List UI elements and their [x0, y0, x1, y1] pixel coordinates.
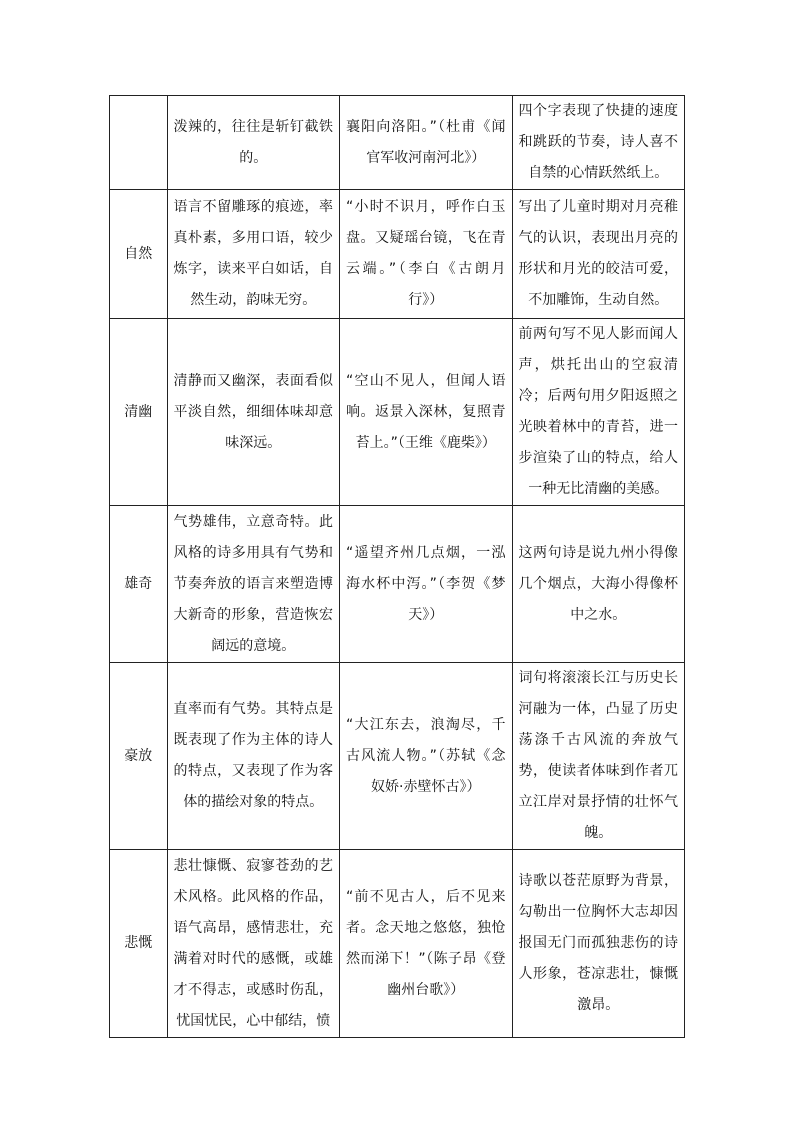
example-cell: 襄阳向洛阳。”（杜甫《闻官军收河南河北》）	[340, 96, 513, 190]
style-cell	[110, 96, 168, 190]
analysis-cell: 词句将滚滚长江与历史长河融为一体，凸显了历史荡涤千古风流的奔放气势，使读者体味到作者兀立江岸对景抒情的壮怀气魄。	[512, 663, 685, 850]
example-cell: “大江东去，浪淘尽，千古风流人物。”（苏轼《念奴娇·赤壁怀古》）	[340, 663, 513, 850]
features-cell: 语言不留雕琢的痕迹，率真朴素，多用口语，较少炼字，读来平白如话，自然生动，韵味无穷。	[167, 190, 340, 319]
example-cell: “小时不识月，呼作白玉盘。又疑瑶台镜，飞在青云端。”（李白《古朗月行》）	[340, 190, 513, 319]
table-row	[110, 850, 685, 1038]
poetry-style-table	[109, 95, 685, 1038]
table-row	[110, 663, 685, 850]
features-cell: 直率而有气势。其特点是既表现了作为主体的诗人的特点，又表现了作为客体的描绘对象的特点。	[167, 663, 340, 850]
features-cell: 泼辣的，往往是斩钉截铁的。	[167, 96, 340, 190]
style-cell: 自然	[110, 190, 168, 319]
features-cell: 清静而又幽深，表面看似平淡自然，细细体味却意味深远。	[167, 319, 340, 506]
example-cell: “前不见古人，后不见来者。念天地之悠悠，独怆然而涕下！”（陈子昂《登幽州台歌》）	[340, 850, 513, 1038]
style-cell: 雄奇	[110, 506, 168, 663]
features-cell: 气势雄伟，立意奇特。此风格的诗多用具有气势和节奏奔放的语言来塑造博大新奇的形象，营造恢宏阔远的意境。	[167, 506, 340, 663]
style-cell: 悲慨	[110, 850, 168, 1038]
analysis-cell: 这两句诗是说九州小得像几个烟点，大海小得像杯中之水。	[512, 506, 685, 663]
example-cell: “遥望齐州几点烟，一泓海水杯中泻。”（李贺《梦天》）	[340, 506, 513, 663]
table-row	[110, 506, 685, 663]
style-cell: 清幽	[110, 319, 168, 506]
example-cell: “空山不见人，但闻人语响。返景入深林，复照青苔上。”（王维《鹿柴》）	[340, 319, 513, 506]
table-row	[110, 319, 685, 506]
style-cell: 豪放	[110, 663, 168, 850]
analysis-cell: 诗歌以苍茫原野为背景，勾勒出一位胸怀大志却因报国无门而孤独悲伤的诗人形象，苍凉悲壮，慷慨激昂。	[512, 850, 685, 1038]
analysis-cell: 写出了儿童时期对月亮稚气的认识，表现出月亮的形状和月光的皎洁可爱，不加雕饰，生动自然。	[512, 190, 685, 319]
analysis-cell: 前两句写不见人影而闻人声，烘托出山的空寂清冷；后两句用夕阳返照之光映着林中的青苔，进一步渲染了山的特点，给人一种无比清幽的美感。	[512, 319, 685, 506]
features-cell: 悲壮慷慨、寂寥苍劲的艺术风格。此风格的作品，语气高昂，感情悲壮，充满着对时代的感慨，或雄才不得志，或感时伤乱，忧国忧民，心中郁结，愤	[167, 850, 340, 1038]
analysis-cell: 四个字表现了快捷的速度和跳跃的节奏，诗人喜不自禁的心情跃然纸上。	[512, 96, 685, 190]
table-row	[110, 190, 685, 319]
table-row	[110, 96, 685, 190]
